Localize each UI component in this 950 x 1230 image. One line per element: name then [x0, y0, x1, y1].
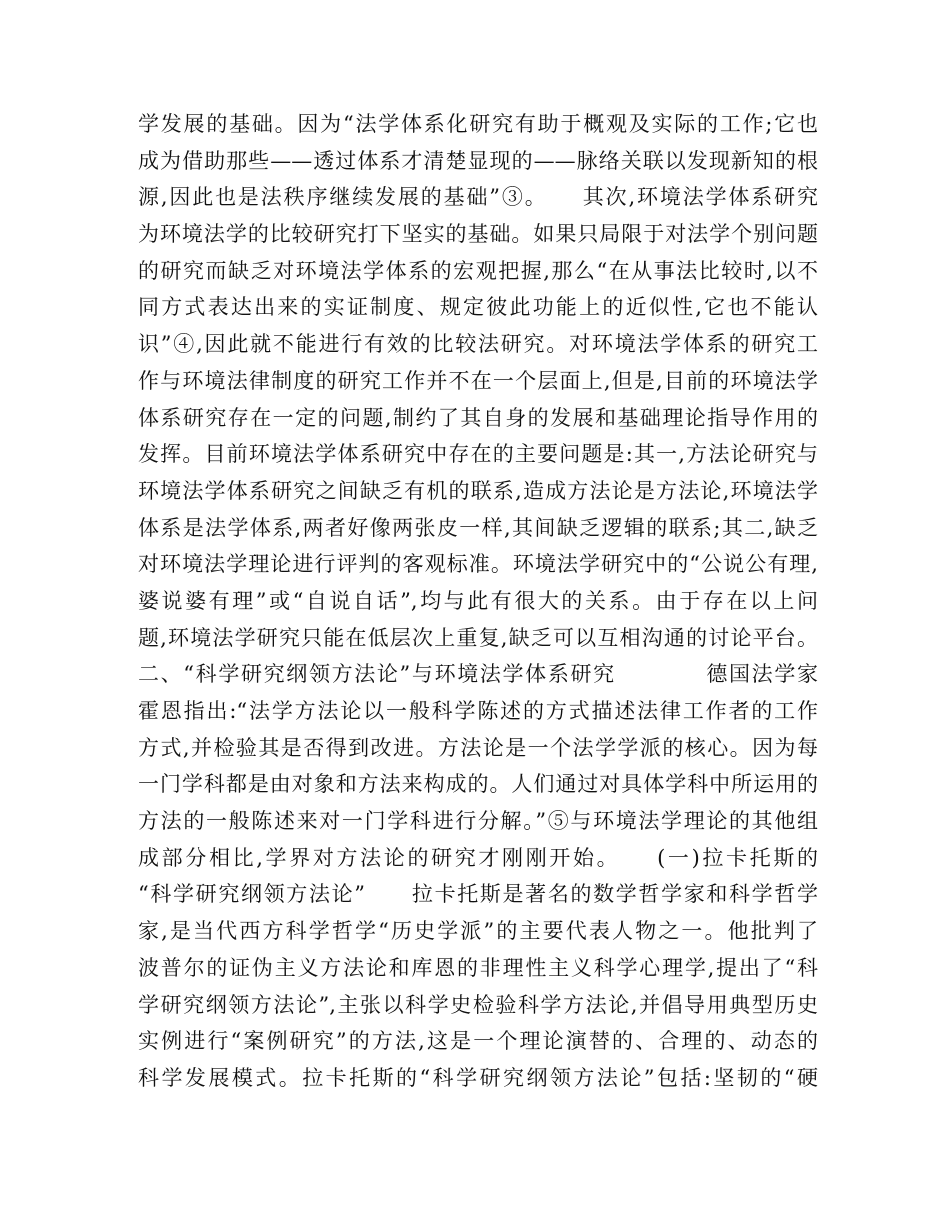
text-line: 体系是法学体系,两者好像两张皮一样,其间缺乏逻辑的联系;其二,缺乏: [138, 515, 818, 540]
text-line: 源,因此也是法秩序继续发展的基础”③。 其次,环境法学体系研究: [138, 185, 818, 210]
text-line: 题,环境法学研究只能在低层次上重复,缺乏可以互相沟通的讨论平台。: [138, 625, 818, 650]
text-line: 成为借助那些——透过体系才清楚显现的——脉络关联以发现新知的根: [138, 148, 818, 173]
text-line: 波普尔的证伪主义方法论和库恩的非理性主义科学心理学,提出了“科: [138, 955, 818, 980]
body-text: [138, 106, 818, 1097]
text-line: 对环境法学理论进行评判的客观标准。环境法学研究中的“公说公有理,: [138, 552, 818, 577]
text-line: 方法的一般陈述来对一门学科进行分解。”⑤与环境法学理论的其他组: [138, 809, 818, 834]
text-line: 学研究纲领方法论”,主张以科学史检验科学方法论,并倡导用典型历史: [138, 992, 818, 1017]
text-line: 婆说婆有理”或“自说自话”,均与此有很大的关系。由于存在以上问: [138, 588, 818, 613]
text-line: 霍恩指出:“法学方法论以一般科学陈述的方式描述法律工作者的工作: [138, 699, 818, 723]
text-line: 环境法学体系研究之间缺乏有机的联系,造成方法论是方法论,环境法学: [138, 478, 818, 503]
text-line: 实例进行“案例研究”的方法,这是一个理论演替的、合理的、动态的: [138, 1029, 818, 1054]
text-line: 科学发展模式。拉卡托斯的“科学研究纲领方法论”包括:坚韧的“硬: [138, 1065, 818, 1090]
text-line: 学发展的基础。因为“法学体系化研究有助于概观及实际的工作;它也: [138, 112, 818, 136]
text-line: 一门学科都是由对象和方法来构成的。人们通过对具体学科中所运用的: [138, 772, 818, 797]
text-line: 作与环境法律制度的研究工作并不在一个层面上,但是,目前的环境法学: [138, 368, 818, 393]
text-line: 的研究而缺乏对环境法学体系的宏观把握,那么“在从事法比较时,以不: [138, 258, 818, 283]
text-line: 体系研究存在一定的问题,制约了其自身的发展和基础理论指导作用的: [138, 405, 818, 430]
subsection-heading-line: “科学研究纲领方法论” 拉卡托斯是著名的数学哲学家和科学哲学: [138, 882, 818, 907]
text-line: 方式,并检验其是否得到改进。方法论是一个法学学派的核心。因为每: [138, 735, 818, 760]
text-line: 发挥。目前环境法学体系研究中存在的主要问题是:其一,方法论研究与: [138, 442, 818, 467]
text-line: 识”④,因此就不能进行有效的比较法研究。对环境法学体系的研究工: [138, 332, 818, 357]
text-line: 同方式表达出来的实证制度、规定彼此功能上的近似性,它也不能认: [138, 295, 818, 320]
text-line: 为环境法学的比较研究打下坚实的基础。如果只局限于对法学个别问题: [138, 222, 818, 247]
text-line: 成部分相比,学界对方法论的研究才刚刚开始。 (一)拉卡托斯的: [138, 845, 818, 870]
text-line: 家,是当代西方科学哲学“历史学派”的主要代表人物之一。他批判了: [138, 919, 818, 944]
section-heading-line: 二、“科学研究纲领方法论”与环境法学体系研究 德国法学家: [138, 662, 818, 687]
